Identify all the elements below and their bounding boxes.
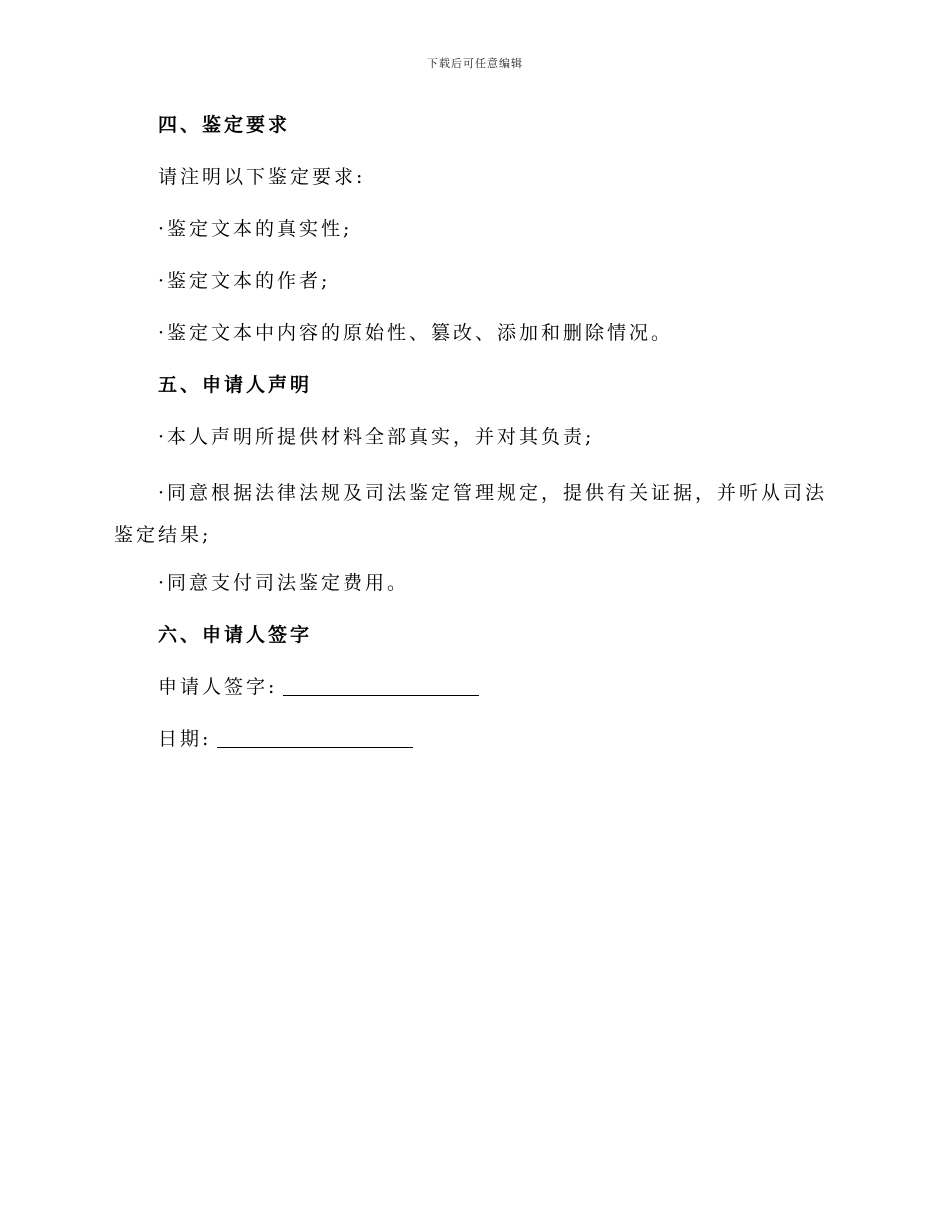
signature-label: 申请人签字:: [158, 676, 278, 698]
requirement-item: ·鉴定文本的作者;: [158, 270, 331, 292]
section-heading-declaration: 五、申请人声明: [158, 374, 313, 396]
declaration-item: ·本人声明所提供材料全部真实，并对其负责;: [158, 426, 595, 448]
page-header: 下载后可任意编辑: [427, 57, 523, 70]
section-heading-requirements: 四、鉴定要求: [158, 114, 291, 136]
date-label: 日期:: [158, 728, 212, 750]
requirements-intro: 请注明以下鉴定要求:: [158, 166, 366, 188]
requirement-item: ·鉴定文本的真实性;: [158, 218, 353, 240]
declaration-item: ·同意支付司法鉴定费用。: [158, 572, 410, 594]
signature-field[interactable]: [283, 671, 479, 696]
date-field[interactable]: [217, 723, 413, 748]
date-row: [114, 722, 834, 756]
requirement-item: ·鉴定文本中内容的原始性、篡改、添加和删除情况。: [158, 322, 674, 344]
section-heading-signature: 六、申请人签字: [158, 624, 313, 646]
document-body: [114, 108, 834, 774]
declaration-item: ·同意根据法律法规及司法鉴定管理规定，提供有关证据，并听从司法鉴定结果;: [114, 482, 828, 546]
signature-row: [114, 670, 834, 704]
